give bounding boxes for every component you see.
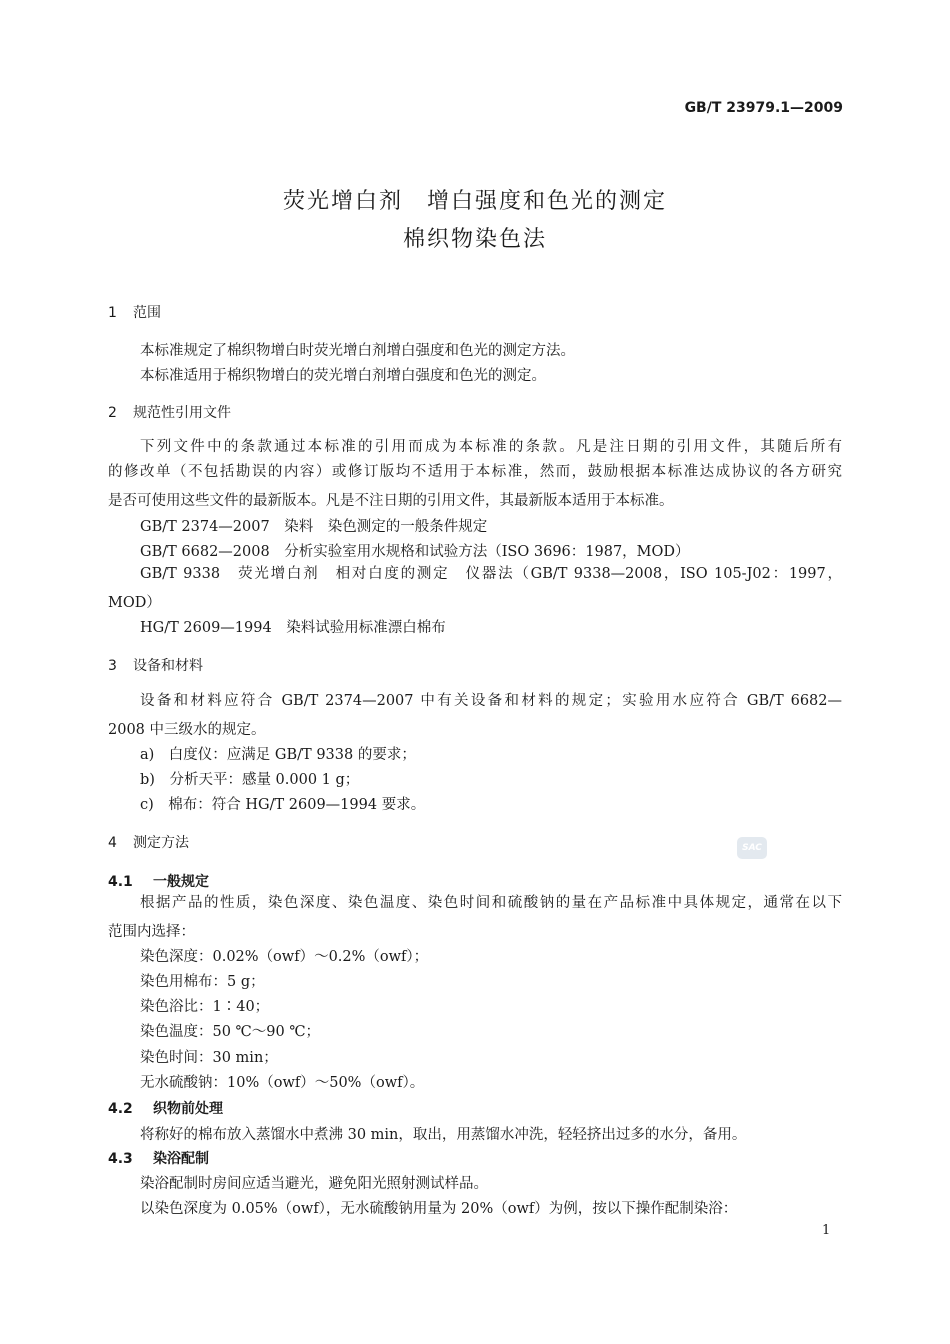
page-number: 1 [822, 1223, 831, 1238]
section-number: 3 [108, 658, 117, 674]
sac-watermark-logo: SAC [737, 837, 767, 859]
subsection-4-2-paragraph: 将称好的棉布放入蒸馏水中煮沸 30 min，取出，用蒸馏水冲洗，轻轻挤出过多的水分，备用。 [140, 1127, 747, 1143]
condition-item: 染色时间：30 min； [140, 1050, 278, 1066]
section-1-paragraph-2: 本标准适用于棉织物增白的荧光增白剂增白强度和色光的测定。 [140, 368, 546, 384]
condition-item: 无水硫酸钠：10%（owf）～50%（owf）。 [140, 1075, 425, 1091]
list-item-a: a) 白度仪：应满足 GB/T 9338 的要求； [140, 747, 416, 763]
section-3-heading [108, 655, 203, 675]
subsection-4-3-heading [108, 1148, 209, 1168]
section-4-heading [108, 832, 189, 852]
section-1-paragraph-1: 本标准规定了棉织物增白时荧光增白剂增白强度和色光的测定方法。 [140, 343, 575, 359]
reference-item: GB/T 9338 荧光增白剂 相对白度的测定 仪器法（GB/T 9338—2008，ISO 105-J02：1997， [140, 566, 842, 582]
subsection-number: 4.3 [108, 1151, 133, 1167]
subsection-title: 织物前处理 [153, 1101, 223, 1117]
section-2-intro-line-3: 是否可使用这些文件的最新版本。凡是不注日期的引用文件，其最新版本适用于本标准。 [108, 493, 674, 509]
section-3-paragraph-line-1: 设备和材料应符合 GB/T 2374—2007 中有关设备和材料的规定；实验用水应符合 GB/T 6682— [140, 693, 842, 709]
section-1-heading [108, 302, 161, 322]
document-title-line1: 荧光增白剂 增白强度和色光的测定 [282, 189, 667, 214]
reference-item-continuation: MOD） [108, 595, 161, 611]
list-item-c: c) 棉布：符合 HG/T 2609—1994 要求。 [140, 797, 426, 813]
section-title: 测定方法 [133, 835, 189, 851]
section-number: 4 [108, 835, 117, 851]
list-item-b: b) 分析天平：感量 0.000 1 g； [140, 772, 360, 788]
section-2-intro-line-1: 下列文件中的条款通过本标准的引用而成为本标准的条款。凡是注日期的引用文件，其随后所有 [140, 439, 842, 455]
section-title: 规范性引用文件 [133, 405, 231, 421]
section-2-heading [108, 402, 231, 422]
document-title-line2: 棉织物染色法 [402, 227, 547, 252]
reference-item: GB/T 2374—2007 染料 染色测定的一般条件规定 [140, 519, 488, 535]
subsection-4-3-paragraph-2: 以染色深度为 0.05%（owf），无水硫酸钠用量为 20%（owf）为例，按以下操作配制染浴： [140, 1201, 738, 1217]
section-number: 2 [108, 405, 117, 421]
subsection-4-3-paragraph-1: 染浴配制时房间应适当避光，避免阳光照射测试样品。 [140, 1176, 488, 1192]
subsection-4-2-heading [108, 1098, 223, 1118]
subsection-4-1-paragraph-line-1: 根据产品的性质，染色深度、染色温度、染色时间和硫酸钠的量在产品标准中具体规定，通常在以下 [140, 895, 842, 911]
section-title: 设备和材料 [133, 658, 203, 674]
condition-item: 染色用棉布：5 g； [140, 974, 265, 990]
condition-item: 染色温度：50 ℃～90 ℃； [140, 1024, 321, 1040]
subsection-title: 染浴配制 [153, 1151, 209, 1167]
subsection-4-1-paragraph-line-2: 范围内选择： [108, 924, 195, 940]
subsection-title: 一般规定 [153, 874, 209, 890]
reference-item: GB/T 6682—2008 分析实验室用水规格和试验方法（ISO 3696：1987，MOD） [140, 544, 690, 560]
section-number: 1 [108, 305, 117, 321]
condition-item: 染色浴比：1∶40； [140, 999, 270, 1015]
subsection-number: 4.1 [108, 874, 133, 890]
reference-item: HG/T 2609—1994 染料试验用标准漂白棉布 [140, 620, 446, 636]
subsection-number: 4.2 [108, 1101, 133, 1117]
section-2-intro-line-2: 的修改单（不包括勘误的内容）或修订版均不适用于本标准，然而，鼓励根据本标准达成协议的各方研究 [108, 464, 842, 480]
standard-code: GB/T 23979.1—2009 [684, 100, 843, 116]
section-3-paragraph-line-2: 2008 中三级水的规定。 [108, 722, 266, 738]
section-title: 范围 [133, 305, 161, 321]
condition-item: 染色深度：0.02%（owf）～0.2%（owf）； [140, 949, 429, 965]
subsection-4-1-heading [108, 871, 209, 891]
